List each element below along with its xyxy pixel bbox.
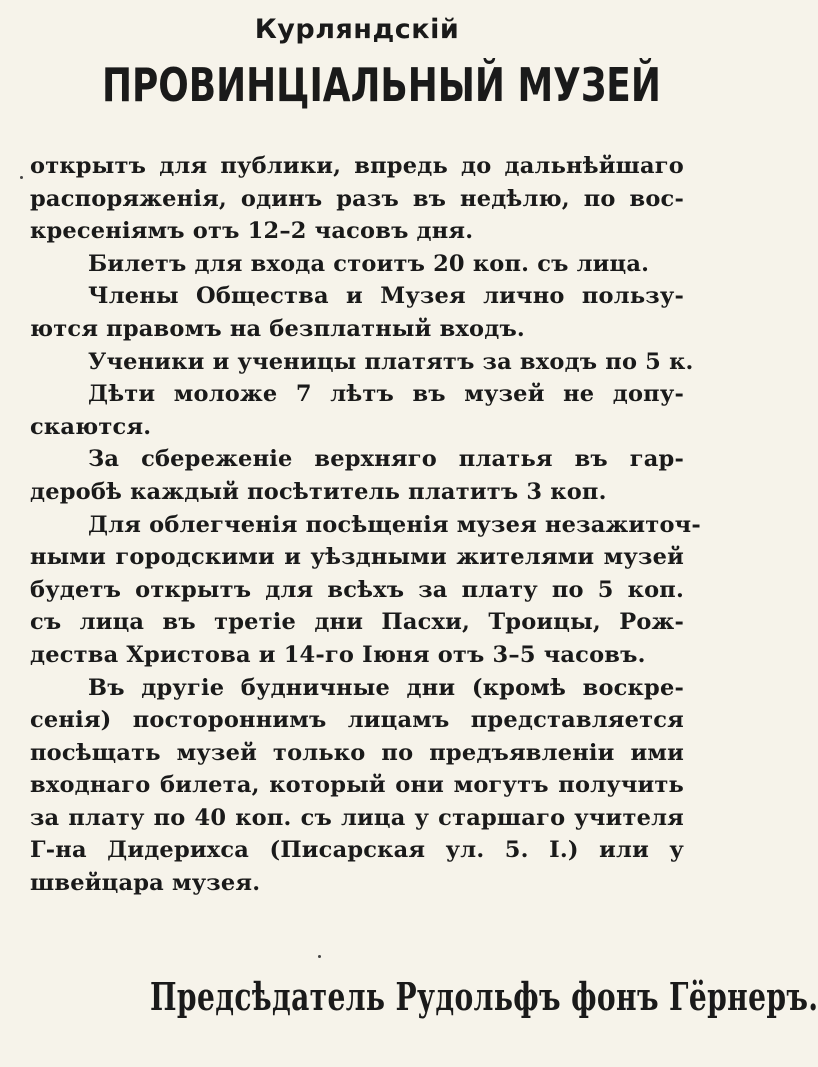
text-line: За сбереженіе верхняго платья въ гар-	[88, 446, 684, 473]
text-line: кресеніямъ отъ 12–2 часовъ дня.	[30, 218, 474, 245]
text-line: будетъ открытъ для всѣхъ за плату по 5 коп.	[30, 576, 684, 603]
text-line: Ученики и ученицы платятъ за входъ по 5 к.	[88, 348, 694, 375]
text-line: Члены Общества и Музея лично пользу-	[88, 283, 684, 310]
text-line: скаются.	[30, 413, 152, 440]
text-line: сенія) постороннимъ лицамъ представляется	[30, 707, 684, 734]
text-line: распоряженія, одинъ разъ въ недѣлю, по вос-	[30, 185, 684, 212]
heading-line-1: Курляндскій	[254, 14, 460, 45]
text-line: посѣщать музей только по предъявленіи ими	[30, 739, 684, 766]
ink-speck	[318, 955, 321, 958]
signature: Предсѣдатель Рудольфъ фонъ Гёрнеръ.	[150, 974, 818, 1019]
text-line: Дѣти моложе 7 лѣтъ въ музей не допу-	[88, 381, 684, 408]
text-line: ются правомъ на безплатный входъ.	[30, 315, 525, 342]
heading-line-2: ПРОВИНЦІАЛЬНЫЙ МУЗЕЙ	[101, 58, 661, 112]
text-line: швейцара музея.	[30, 870, 261, 897]
text-line: Въ другіе будничные дни (кромѣ воскре-	[88, 674, 684, 701]
text-line: Г-на Дидерихса (Писарская ул. 5. I.) или у	[30, 837, 684, 864]
text-line: деробѣ каждый посѣтитель платитъ 3 коп.	[30, 478, 607, 505]
text-line: ными городскими и уѣздными жителями музей	[30, 544, 684, 571]
text-line: открытъ для публики, впредь до дальнѣйшаго	[30, 153, 684, 179]
text-line: съ лица въ третіе дни Пасхи, Троицы, Рож-	[30, 609, 684, 636]
text-line: Билетъ для входа стоитъ 20 коп. съ лица.	[88, 250, 650, 277]
text-line: за плату по 40 коп. съ лица у старшаго учителя	[30, 804, 684, 831]
ink-speck	[20, 176, 23, 179]
notice-body	[30, 150, 701, 900]
text-line: дества Христова и 14-го Іюня отъ 3–5 часовъ.	[30, 641, 646, 668]
text-line: входнаго билета, который они могутъ получить	[30, 772, 684, 799]
text-line: Для облегченія посѣщенія музея незажиточ-	[88, 511, 701, 538]
